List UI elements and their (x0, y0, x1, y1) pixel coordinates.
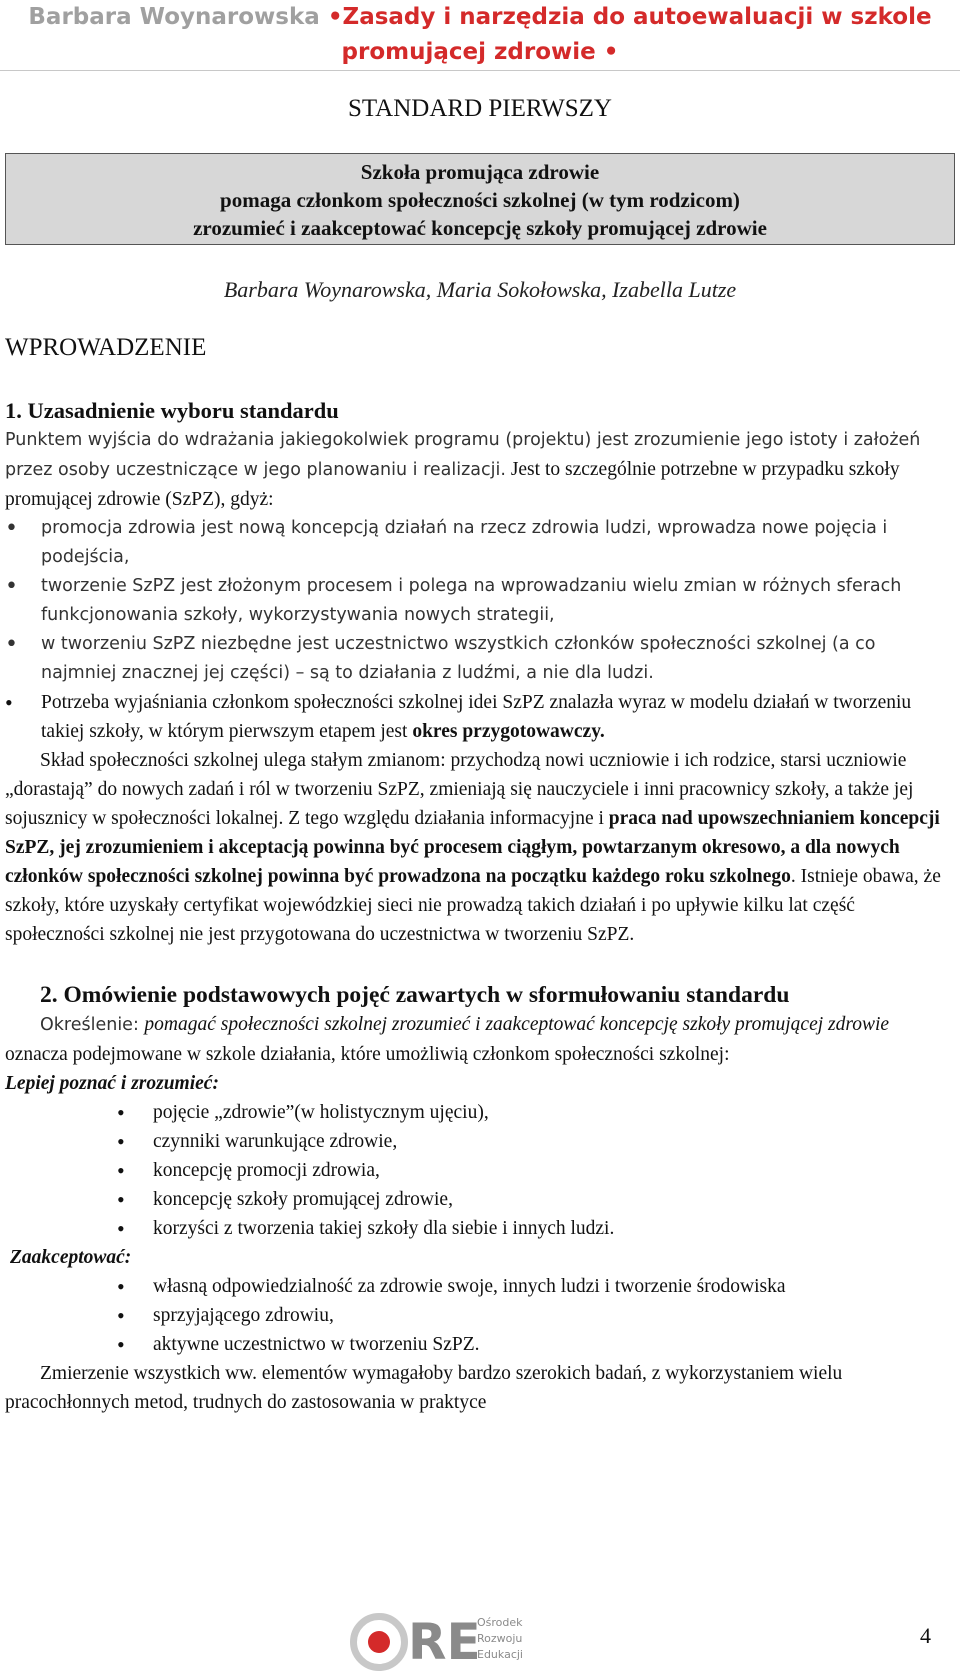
list-item (5, 688, 955, 746)
subheading-understand: Lepiej poznać i zrozumieć: (5, 1073, 219, 1094)
list-item: • koncepcję promocji zdrowia, (5, 1156, 955, 1185)
list-item: • własną odpowiedzialność za zdrowie swoje, innych ludzi i tworzenie środowiska (5, 1272, 955, 1301)
page-footer (0, 1605, 960, 1675)
list-item-text: Potrzeba wyjaśniania członkom społeczności szkolnej idei SzPZ znalazła wyraz w modelu działań w tworzeniu takiej szkoły, w którym pierwszym etapem jest (41, 692, 912, 742)
list-item-bold: okres przygotowawczy. (412, 721, 605, 742)
list-item: • sprzyjającego zdrowiu, (5, 1301, 955, 1330)
list-item: • tworzenie SzPZ jest złożonym procesem i polega na wprowadzaniu wielu zmian w różnych sferach funkcjonowania szkoły, wykorzystywania nowych strategii, (5, 572, 955, 630)
logo-word: Rozwoju (477, 1632, 523, 1645)
authors-line: Barbara Woynarowska, Maria Sokołowska, Izabella Lutze (223, 277, 737, 302)
main-content (5, 396, 955, 1417)
para-serif-part: Jest to szczególnie potrzebne w przypadku szkoły promującej zdrowie (SzPZ), gdyż: (5, 459, 900, 510)
box-line: pomaga członkom społeczności szkolnej (w tym rodzicom) (220, 188, 740, 212)
list-item: • aktywne uczestnictwo w tworzeniu SzPZ. (5, 1330, 955, 1359)
accept-list (5, 1272, 955, 1359)
reasons-list (5, 514, 955, 746)
section-1-title: 1. Uzasadnienie wyboru standardu (5, 398, 339, 423)
logo-words (477, 1615, 523, 1663)
header-title-continued: promującej zdrowie • (341, 39, 619, 65)
logo-ring-icon (350, 1613, 408, 1671)
standard-statement-box (5, 153, 955, 245)
paragraph-text: . Istnieje obawa, że szkoły, które uzyskały certyfikat wojewódzkiej sieci nie prowadzą takich działań i po upływie kilku lat część społeczności szkolnej nie jest przygotowana do uczestnictwa w tworzeniu SzPZ. (5, 866, 941, 945)
paragraph-lead: Określenie: (40, 1015, 145, 1035)
page-number: 4 (920, 1623, 931, 1648)
understand-list (5, 1098, 955, 1243)
header-line-1 (0, 0, 960, 35)
logo-letters: RE (408, 1613, 481, 1671)
list-item: • pojęcie „zdrowie”(w holistycznym ujęciu), (5, 1098, 955, 1127)
section-1-paragraph (5, 425, 955, 514)
logo-dot (368, 1631, 390, 1653)
subheading-accept: Zaakceptować: (10, 1247, 132, 1268)
intro-heading: WPROWADZENIE (5, 334, 207, 361)
header-author: Barbara Woynarowska (28, 4, 320, 30)
para-sans-part: Punktem wyjścia do wdrażania jakiegokolwiek programu (projektu) jest zrozumienie jego istoty i założeń przez osoby uczestniczące w jego planowaniu i realizacji. (5, 430, 921, 480)
paragraph-text: oznacza podejmowane w szkole działania, które umożliwią członkom społeczności szkolnej: (5, 1044, 730, 1065)
list-item: • promocja zdrowia jest nową koncepcją działań na rzecz zdrowia ludzi, wprowadza nowe pojęcia i podejścia, (5, 514, 955, 572)
closing-paragraph: Zmierzenie wszystkich ww. elementów wymagałoby bardzo szerokich badań, z wykorzystaniem wielu pracochłonnych metod, trudnych do zastosowania w praktyce (5, 1363, 843, 1413)
section-1-paragraph-2 (5, 746, 955, 949)
list-item: • korzyści z tworzenia takiej szkoły dla siebie i innych ludzi. (5, 1214, 955, 1243)
logo-word: Ośrodek (477, 1616, 523, 1629)
box-line: Szkoła promująca zdrowie (360, 160, 600, 184)
standard-title: STANDARD PIERWSZY (348, 95, 612, 122)
header-title: Zasady i narzędzia do autoewaluacji w szkole (342, 4, 932, 30)
ore-logo (350, 1613, 565, 1675)
logo-word: Edukacji (477, 1648, 523, 1661)
paragraph-text: Skład społeczności szkolnej ulega stałym zmianom: przychodzą nowi uczniowie i ich rodzice, starsi uczniowie „dorastają” do nowych zadań i ról w tworzeniu SzPZ, zmieniają się nauczyciele i inni pracownicy szkoły, a także jej sojusznicy w społeczności lokalnej. Z tego względu działania informacyjne i (5, 750, 914, 829)
list-item: • czynniki warunkujące zdrowie, (5, 1127, 955, 1156)
running-header (0, 0, 960, 71)
paragraph-italic: pomagać społeczności szkolnej zrozumieć i zaakceptować koncepcję szkoły promującej zdrowie (144, 1014, 890, 1035)
header-bullet: • (327, 4, 343, 30)
box-line: zrozumieć i zaakceptować koncepcję szkoły promującej zdrowie (193, 216, 767, 240)
paragraph-bold: praca nad upowszechnianiem koncepcji SzPZ, jej zrozumieniem i akceptacją powinna być procesem ciągłym, powtarzanym okresowo, a dla nowych członków społeczności szkolnej powinna być prowadzona na początku każdego roku szkolnego (5, 808, 940, 887)
list-item: • w tworzeniu SzPZ niezbędne jest uczestnictwo wszystkich członków społeczności szkolnej (a co najmniej znacznej jej części) – są to działania z ludźmi, a nie dla ludzi. (5, 630, 955, 688)
section-2-paragraph (5, 1010, 955, 1069)
list-item: • koncepcję szkoły promującej zdrowie, (5, 1185, 955, 1214)
section-2-title: 2. Omówienie podstawowych pojęć zawartych w sformułowaniu standardu (40, 982, 790, 1008)
